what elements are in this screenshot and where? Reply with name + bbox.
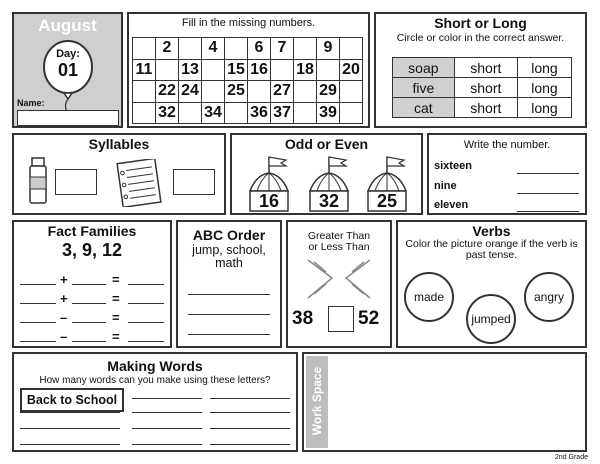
- short-option[interactable]: short: [454, 98, 517, 118]
- answer-line[interactable]: [188, 294, 270, 295]
- grid-number-cell: 13: [179, 59, 202, 81]
- number-grid: [132, 37, 363, 124]
- day-number: 01: [57, 60, 79, 80]
- long-option[interactable]: long: [517, 98, 571, 118]
- grid-number-cell: 39: [317, 102, 340, 124]
- work-space-label: Work Space: [310, 366, 324, 436]
- grid-number-cell: 25: [225, 81, 248, 103]
- answer-line[interactable]: [132, 412, 202, 413]
- grid-number-cell: 37: [271, 102, 294, 124]
- missing-numbers-title: Fill in the missing numbers.: [181, 17, 316, 29]
- abc-order-title: ABC Order: [192, 227, 266, 243]
- operator-sign: –: [60, 310, 68, 325]
- number-word: nine: [434, 180, 457, 192]
- grid-blank-cell[interactable]: [340, 102, 363, 124]
- grid-row: [133, 81, 363, 103]
- day-label: Day:: [56, 48, 80, 60]
- syllables-panel: [12, 133, 226, 215]
- verb-balloon[interactable]: made: [404, 272, 454, 322]
- grid-blank-cell[interactable]: [340, 81, 363, 103]
- abc-order-panel: [176, 220, 282, 348]
- grid-number-cell: 32: [156, 102, 179, 124]
- word-cell: cat: [393, 98, 455, 118]
- answer-line[interactable]: [188, 314, 270, 315]
- compare-answer-box[interactable]: [328, 306, 354, 332]
- operator-sign: –: [60, 329, 68, 344]
- answer-line[interactable]: [72, 303, 106, 304]
- grid-blank-cell[interactable]: [225, 38, 248, 60]
- name-label: Name:: [17, 98, 45, 108]
- answer-line[interactable]: [210, 444, 290, 445]
- answer-line[interactable]: [20, 284, 56, 285]
- grid-row: [133, 102, 363, 124]
- answer-line[interactable]: [132, 444, 202, 445]
- grid-blank-cell[interactable]: [294, 38, 317, 60]
- answer-line[interactable]: [210, 428, 290, 429]
- syllable-answer-box[interactable]: [55, 169, 97, 195]
- grid-blank-cell[interactable]: [271, 59, 294, 81]
- grid-blank-cell[interactable]: [248, 81, 271, 103]
- answer-line[interactable]: [517, 173, 579, 174]
- odd-or-even-title: Odd or Even: [284, 136, 369, 152]
- answer-line[interactable]: [128, 322, 164, 323]
- operator-sign: +: [60, 272, 68, 287]
- month-title: August: [38, 16, 97, 35]
- equals-sign: =: [112, 272, 120, 287]
- number-word: eleven: [434, 199, 469, 211]
- grid-number-cell: 20: [340, 59, 363, 81]
- answer-line[interactable]: [20, 428, 120, 429]
- missing-numbers-panel: [127, 12, 370, 128]
- answer-line[interactable]: [20, 303, 56, 304]
- grid-row: [133, 59, 363, 81]
- making-words-title: Making Words: [107, 358, 203, 374]
- short-or-long-instructions: Circle or color in the correct answer.: [396, 32, 565, 44]
- grid-row: [133, 38, 363, 60]
- grid-blank-cell[interactable]: [340, 38, 363, 60]
- grid-number-cell: 11: [133, 59, 156, 81]
- short-or-long-panel: [374, 12, 587, 128]
- grid-number-cell: 16: [248, 59, 271, 81]
- answer-line[interactable]: [132, 428, 202, 429]
- answer-line[interactable]: [210, 412, 290, 413]
- answer-line[interactable]: [128, 284, 164, 285]
- grid-number-cell: 6: [248, 38, 271, 60]
- verbs-title: Verbs: [472, 223, 511, 239]
- tent-number: 32: [318, 191, 340, 211]
- answer-line[interactable]: [72, 341, 106, 342]
- grid-blank-cell[interactable]: [294, 102, 317, 124]
- work-space-label-bar: [306, 356, 328, 448]
- alligator-icon: [304, 258, 374, 302]
- grid-number-cell: 22: [156, 81, 179, 103]
- verbs-panel: [396, 220, 587, 348]
- answer-line[interactable]: [20, 444, 120, 445]
- grid-number-cell: 34: [202, 102, 225, 124]
- grid-number-cell: 29: [317, 81, 340, 103]
- short-option[interactable]: short: [454, 58, 517, 78]
- syllable-answer-box[interactable]: [173, 169, 215, 195]
- compare-left-number: 38: [292, 308, 314, 329]
- answer-line[interactable]: [20, 322, 56, 323]
- grid-number-cell: 4: [202, 38, 225, 60]
- answer-line[interactable]: [188, 334, 270, 335]
- grid-blank-cell[interactable]: [317, 59, 340, 81]
- grid-number-cell: 2: [156, 38, 179, 60]
- grid-blank-cell[interactable]: [225, 102, 248, 124]
- tent-number: 16: [258, 191, 280, 211]
- grid-blank-cell[interactable]: [202, 81, 225, 103]
- answer-line[interactable]: [128, 341, 164, 342]
- fact-families-panel: [12, 220, 172, 348]
- answer-line[interactable]: [72, 322, 106, 323]
- grid-number-cell: 15: [225, 59, 248, 81]
- grid-blank-cell[interactable]: [156, 59, 179, 81]
- answer-line[interactable]: [210, 398, 290, 399]
- long-option[interactable]: long: [517, 78, 571, 98]
- equals-sign: =: [112, 291, 120, 306]
- greater-less-panel: [286, 220, 392, 348]
- making-words-instructions: How many words can you make using these letters?: [39, 375, 271, 386]
- circus-tent: [246, 155, 292, 213]
- grid-blank-cell[interactable]: [133, 102, 156, 124]
- notebook-paper-icon: [114, 159, 162, 207]
- tent-number: 25: [376, 191, 398, 211]
- answer-line[interactable]: [132, 398, 202, 399]
- answer-line[interactable]: [72, 284, 106, 285]
- grid-blank-cell[interactable]: [179, 102, 202, 124]
- equals-sign: =: [112, 310, 120, 325]
- answer-line[interactable]: [20, 341, 56, 342]
- month-panel: [12, 12, 123, 128]
- making-words-panel: [12, 352, 298, 452]
- compare-right-number: 52: [358, 308, 380, 329]
- short-or-long-title: Short or Long: [434, 15, 527, 31]
- greater-less-title-1: Greater Than: [307, 230, 371, 242]
- abc-order-words: jump, school, math: [192, 243, 266, 270]
- number-word: sixteen: [434, 160, 472, 172]
- grid-number-cell: 7: [271, 38, 294, 60]
- circus-tent: [306, 155, 352, 213]
- operator-sign: +: [60, 291, 68, 306]
- greater-less-title-2: or Less Than: [308, 241, 370, 253]
- table-row: [393, 78, 572, 98]
- short-option[interactable]: short: [454, 78, 517, 98]
- letters-phrase: Back to School: [20, 388, 124, 412]
- fact-families-title: Fact Families: [47, 223, 137, 239]
- grid-blank-cell[interactable]: [133, 81, 156, 103]
- answer-line[interactable]: [128, 303, 164, 304]
- short-long-table: [392, 57, 572, 118]
- equals-sign: =: [112, 329, 120, 344]
- grid-number-cell: 9: [317, 38, 340, 60]
- answer-line[interactable]: [517, 193, 579, 194]
- verbs-instructions: Color the picture orange if the verb is past tense.: [405, 238, 578, 261]
- verb-balloon[interactable]: jumped: [466, 294, 516, 344]
- grade-label: 2nd Grade: [554, 454, 588, 461]
- grid-blank-cell[interactable]: [202, 59, 225, 81]
- grid-number-cell: 27: [271, 81, 294, 103]
- grid-number-cell: 24: [179, 81, 202, 103]
- odd-or-even-panel: [230, 133, 423, 215]
- work-space-panel[interactable]: [302, 352, 587, 452]
- write-number-title: Write the number.: [463, 139, 551, 151]
- table-row: [393, 58, 572, 78]
- write-number-panel: [427, 133, 587, 215]
- circus-tent: [364, 155, 410, 213]
- table-row: [393, 98, 572, 118]
- verb-balloon[interactable]: angry: [524, 272, 574, 322]
- fact-family-numbers: 3, 9, 12: [61, 240, 123, 260]
- glue-stick-icon: [28, 157, 48, 205]
- grid-blank-cell[interactable]: [133, 38, 156, 60]
- grid-blank-cell[interactable]: [294, 81, 317, 103]
- grid-number-cell: 18: [294, 59, 317, 81]
- grid-number-cell: 36: [248, 102, 271, 124]
- grid-blank-cell[interactable]: [179, 38, 202, 60]
- syllables-title: Syllables: [88, 136, 150, 152]
- name-field[interactable]: [17, 110, 119, 126]
- word-cell: five: [393, 78, 455, 98]
- word-cell: soap: [393, 58, 455, 78]
- answer-line[interactable]: [20, 412, 120, 413]
- answer-line[interactable]: [517, 211, 579, 212]
- long-option[interactable]: long: [517, 58, 571, 78]
